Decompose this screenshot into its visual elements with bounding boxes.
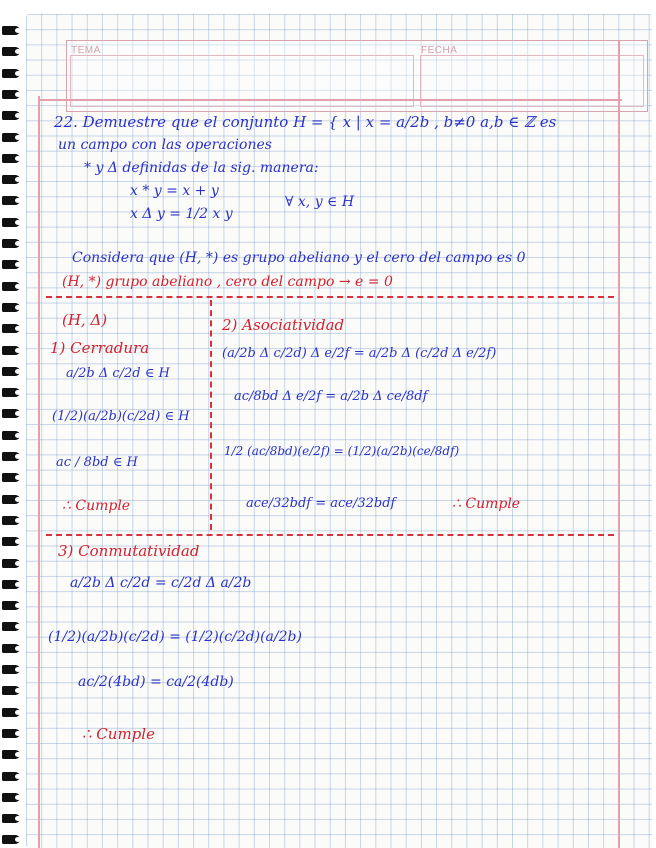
binding-coil: [0, 237, 26, 250]
binding-coil: [0, 386, 26, 399]
binding-coil: [0, 748, 26, 761]
forall-condition: ∀ x, y ∈ H: [285, 194, 355, 210]
asociatividad-line-4: ace/32bdf = ace/32bdf: [246, 496, 396, 511]
binding-coil: [0, 45, 26, 58]
cerradura-title: 1) Cerradura: [50, 339, 150, 357]
tema-label: TEMA: [71, 45, 101, 56]
binding-coil: [0, 493, 26, 506]
binding-coil: [0, 365, 26, 378]
divider-vertical: [210, 300, 212, 530]
binding-coil: [0, 535, 26, 548]
header-box: [66, 40, 648, 112]
binding-coil: [0, 791, 26, 804]
conmutatividad-line-1: a/2b Δ c/2d = c/2d Δ a/2b: [70, 575, 252, 591]
left-margin-line: [38, 96, 40, 848]
binding-coil: [0, 280, 26, 293]
binding-coil: [0, 88, 26, 101]
note-line-1: Considera que (H, *) es grupo abeliano y el cero del campo es 0: [72, 250, 526, 266]
binding-coil: [0, 599, 26, 612]
asociatividad-conclusion: ∴ Cumple: [452, 496, 521, 512]
binding-coil: [0, 578, 26, 591]
binding-coil: [0, 152, 26, 165]
conmutatividad-conclusion: ∴ Cumple: [82, 725, 155, 743]
asociatividad-line-2: ac/8bd Δ e/2f = a/2b Δ ce/8df: [234, 389, 428, 404]
asociatividad-line-1: (a/2b Δ c/2d) Δ e/2f = a/2b Δ (c/2d Δ e/2f): [222, 346, 497, 361]
fecha-label: FECHA: [421, 45, 458, 56]
binding-coil: [0, 684, 26, 697]
asociatividad-title: 2) Asociatividad: [222, 316, 345, 334]
operation-star: x * y = x + y: [130, 183, 219, 199]
binding-coil: [0, 67, 26, 80]
problem-line-3: * y Δ definidas de la sig. manera:: [84, 160, 319, 176]
binding-coil: [0, 429, 26, 442]
binding-coil: [0, 131, 26, 144]
tema-cell: [67, 41, 417, 111]
problem-line-1: 22. Demuestre que el conjunto H = { x | x = a/2b , b≠0 a,b ∈ ℤ es: [54, 113, 557, 131]
binding-coil: [0, 833, 26, 846]
conmutatividad-line-3: ac/2(4bd) = ca/2(4db): [78, 674, 234, 690]
cerradura-line-3: ac / 8bd ∈ H: [56, 455, 138, 470]
binding-coil: [0, 557, 26, 570]
right-margin-line: [618, 40, 620, 848]
top-margin-line: [40, 99, 622, 101]
binding-coil: [0, 450, 26, 463]
binding-coil: [0, 706, 26, 719]
fecha-cell: [417, 41, 647, 111]
binding-coil: [0, 109, 26, 122]
problem-line-2: un campo con las operaciones: [58, 137, 272, 153]
binding-coil: [0, 663, 26, 676]
binding-coil: [0, 344, 26, 357]
binding-coil: [0, 322, 26, 335]
binding-coil: [0, 407, 26, 420]
binding-coil: [0, 301, 26, 314]
divider-top: [46, 296, 614, 298]
group-heading: (H, Δ): [62, 311, 108, 329]
binding-coil: [0, 471, 26, 484]
cerradura-conclusion: ∴ Cumple: [62, 498, 131, 514]
binding-coil: [0, 24, 26, 37]
binding-coil: [0, 812, 26, 825]
conmutatividad-line-2: (1/2)(a/2b)(c/2d) = (1/2)(c/2d)(a/2b): [48, 629, 302, 645]
binding-coil: [0, 258, 26, 271]
divider-bottom: [46, 534, 614, 536]
note-line-2: (H, *) grupo abeliano , cero del campo → e = 0: [62, 274, 393, 290]
binding-coil: [0, 514, 26, 527]
binding-coil: [0, 642, 26, 655]
binding-coil: [0, 620, 26, 633]
binding-coil: [0, 194, 26, 207]
binding-coil: [0, 770, 26, 783]
binding-coil: [0, 727, 26, 740]
cerradura-line-2: (1/2)(a/2b)(c/2d) ∈ H: [52, 409, 190, 424]
operation-delta: x Δ y = 1/2 x y: [130, 206, 233, 222]
asociatividad-line-3: 1/2 (ac/8bd)(e/2f) = (1/2)(a/2b)(ce/8df): [224, 444, 460, 458]
conmutatividad-title: 3) Conmutatividad: [58, 542, 200, 560]
binding-coil: [0, 173, 26, 186]
cerradura-line-1: a/2b Δ c/2d ∈ H: [66, 366, 170, 381]
binding-coil: [0, 216, 26, 229]
